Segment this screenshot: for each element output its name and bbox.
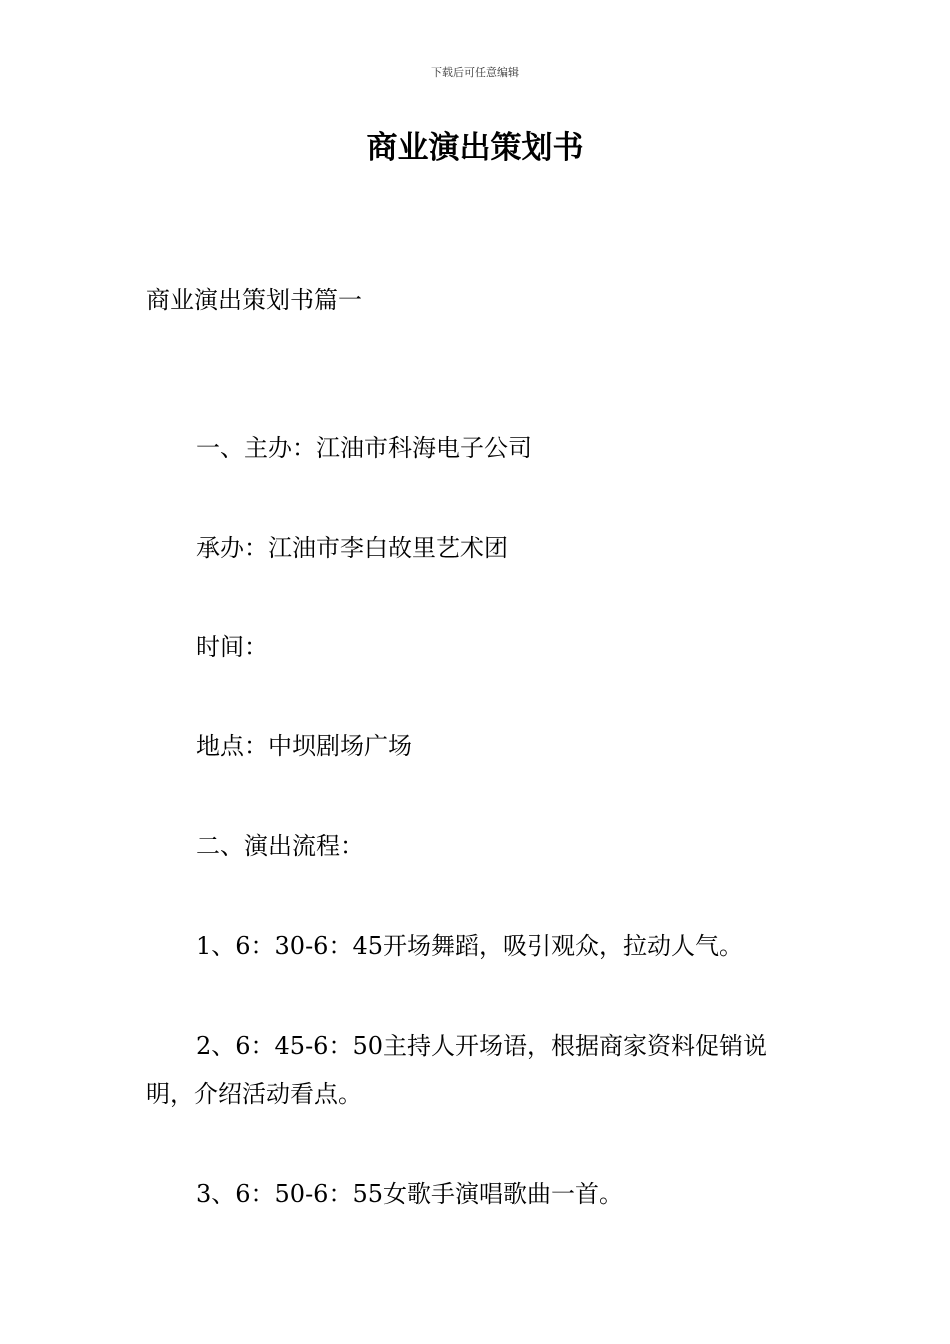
paragraph-program-heading: 二、演出流程：: [196, 832, 364, 860]
paragraph-program-item-2: 2、6：45-6：50主持人开场语，根据商家资料促销说明，介绍活动看点。: [146, 1032, 767, 1108]
paragraph-program-item-3: 3、6：50-6：55女歌手演唱歌曲一首。: [196, 1180, 623, 1208]
header-note: 下载后可任意编辑: [431, 66, 519, 79]
document-title: 商业演出策划书: [366, 130, 584, 166]
paragraph-time: 时间：: [196, 633, 268, 661]
paragraph-location: 地点：中坝剧场广场: [196, 732, 412, 760]
paragraph-program-item-1: 1、6：30-6：45开场舞蹈，吸引观众，拉动人气。: [196, 932, 743, 960]
paragraph-organizer: 一、主办：江油市科海电子公司: [196, 434, 532, 462]
section-heading: 商业演出策划书篇一: [146, 286, 362, 314]
paragraph-co-organizer: 承办：江油市李白故里艺术团: [196, 534, 508, 562]
